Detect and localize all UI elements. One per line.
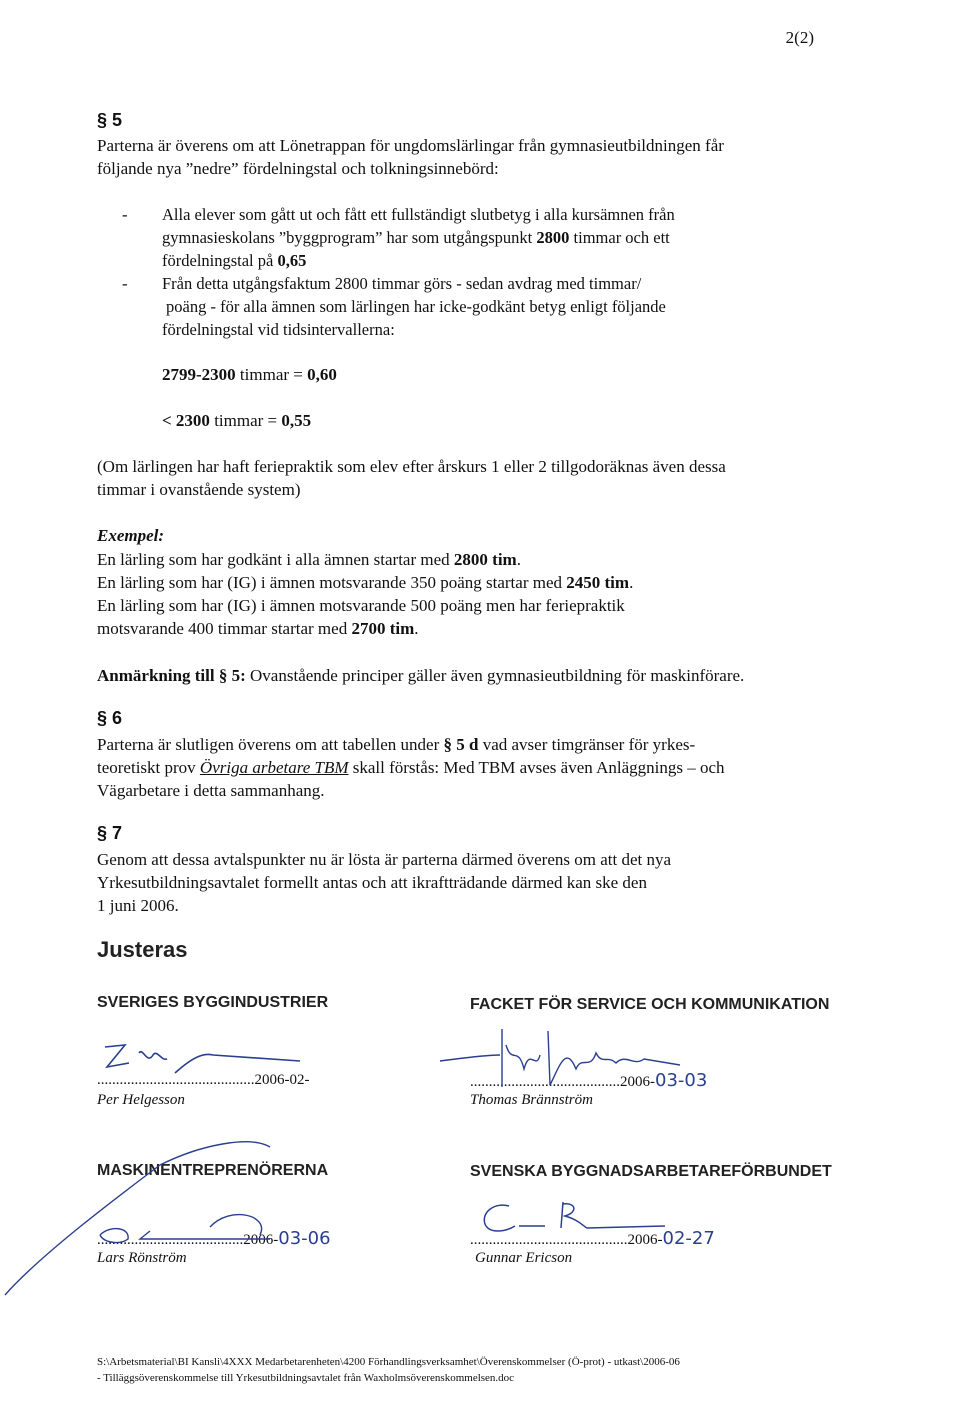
text-line: S:\Arbetsmaterial\BI Kansli\4XXX Medarbetarenheten\4200 Förhandlingsverksamhet\Överenskommelser (Ö-prot) - utkast\2006-06 bbox=[97, 1356, 680, 1368]
text-line: fördelningstal vid tidsintervallerna: bbox=[162, 320, 395, 339]
text-span: 2700 tim bbox=[351, 619, 415, 638]
text-line: följande nya ”nedre” fördelningstal och tolkningsinnebörd: bbox=[97, 159, 499, 178]
bullet-mark: - bbox=[122, 274, 128, 293]
text-span: . bbox=[629, 573, 634, 592]
text-line: Vägarbetare i detta sammanhang. bbox=[97, 781, 325, 800]
dots: ........................................ bbox=[470, 1074, 620, 1090]
text-line bbox=[97, 756, 725, 779]
bullet-mark: - bbox=[122, 205, 128, 224]
text-span: 2450 tim bbox=[566, 573, 630, 592]
text-line bbox=[97, 548, 633, 571]
text-line: poäng - för alla ämnen som lärlingen har icke-godkänt betyg enligt följande bbox=[166, 297, 666, 316]
signatory-name: Per Helgesson bbox=[97, 1092, 185, 1108]
signatory-name: Thomas Brännström bbox=[470, 1092, 593, 1108]
text-span: 0,60 bbox=[307, 365, 337, 384]
sign-date: 2006- bbox=[243, 1232, 279, 1248]
org-name: SVERIGES BYGGINDUSTRIER bbox=[97, 994, 329, 1011]
sign-date: 2006- bbox=[620, 1074, 655, 1090]
org-name: MASKINENTREPRENÖRERNA bbox=[97, 1162, 329, 1179]
text-span: 2800 bbox=[536, 228, 570, 247]
examples bbox=[97, 548, 633, 640]
text-line bbox=[162, 249, 802, 272]
section-5-intro bbox=[97, 134, 724, 180]
text-span: En lärling som har (IG) i ämnen motsvarande 350 poäng startar med bbox=[97, 573, 567, 592]
handwritten-signature-per-helgesson bbox=[95, 1025, 305, 1085]
dots: .......................................... bbox=[470, 1232, 628, 1248]
bullet-item-1 bbox=[122, 203, 802, 272]
text-span: teoretiskt prov bbox=[97, 758, 200, 777]
section-6-body bbox=[97, 733, 725, 802]
text-line: - Tilläggsöverenskommelse till Yrkesutbildningsavtalet från Waxholmsöverenskommelsen.doc bbox=[97, 1372, 515, 1384]
dots: ....................................... bbox=[97, 1232, 244, 1248]
text-span: 2799-2300 bbox=[162, 365, 236, 384]
sign-date: 2006-02- bbox=[254, 1072, 310, 1088]
text-span: timmar = bbox=[235, 365, 308, 384]
section-5-heading: § 5 bbox=[97, 110, 123, 130]
text-line bbox=[97, 571, 633, 594]
text-line: (Om lärlingen har haft feriepraktik som elev efter årskurs 1 eller 2 tillgodoräknas även dessa bbox=[97, 457, 726, 476]
text-line bbox=[162, 226, 802, 249]
bullet-item-2 bbox=[122, 272, 802, 341]
justeras-heading: Justeras bbox=[97, 937, 188, 962]
example-heading: Exempel: bbox=[97, 526, 165, 545]
text-span: motsvarande 400 timmar startar med bbox=[97, 619, 352, 638]
signatory-name: Gunnar Ericson bbox=[475, 1250, 573, 1266]
text-span: En lärling som har godkänt i alla ämnen startar med bbox=[97, 550, 454, 569]
section-7-body bbox=[97, 848, 671, 917]
text-span: skall förstås: Med TBM avses även Anläggnings – och bbox=[348, 758, 725, 777]
handwritten-signature-lars-ronstrom bbox=[0, 1135, 280, 1305]
remark-line bbox=[97, 664, 744, 687]
handwritten-signature-gunnar-ericson bbox=[475, 1200, 675, 1240]
handwritten-signature-thomas-brannstrom bbox=[440, 1025, 700, 1105]
text-line: Från detta utgångsfaktum 2800 timmar görs - sedan avdrag med timmar/ bbox=[162, 274, 642, 293]
note-paragraph bbox=[97, 455, 726, 501]
text-span: timmar = bbox=[209, 411, 282, 430]
text-span: . bbox=[516, 550, 521, 569]
text-span: Parterna är slutligen överens om att tabellen under bbox=[97, 735, 444, 754]
text-line: Alla elever som gått ut och fått ett fullständigt slutbetyg i alla kursämnen från bbox=[162, 205, 675, 224]
handwritten-date: 02-27 bbox=[662, 1228, 715, 1249]
dots: .......................................... bbox=[97, 1072, 255, 1088]
text-span: Övriga arbetare TBM bbox=[199, 758, 349, 777]
range-line-2 bbox=[162, 409, 311, 432]
text-span: 2800 tim bbox=[453, 550, 517, 569]
text-line bbox=[97, 733, 725, 756]
footer-file-path bbox=[97, 1354, 680, 1386]
text-span: . bbox=[414, 619, 419, 638]
text-span: Anmärkning till § 5: bbox=[97, 666, 246, 685]
org-name: FACKET FÖR SERVICE OCH KOMMUNIKATION bbox=[470, 996, 830, 1013]
page-number: 2(2) bbox=[785, 28, 814, 47]
text-line: timmar i ovanstående system) bbox=[97, 480, 301, 499]
range-line-1 bbox=[162, 363, 337, 386]
text-line: En lärling som har (IG) i ämnen motsvarande 500 poäng men har feriepraktik bbox=[97, 596, 625, 615]
text-line bbox=[97, 617, 633, 640]
text-line: Genom att dessa avtalspunkter nu är lösta är parterna därmed överens om att det nya bbox=[97, 850, 672, 869]
text-span: vad avser timgränser för yrkes- bbox=[478, 735, 696, 754]
text-line: Yrkesutbildningsavtalet formellt antas och att ikraftträdande därmed kan ske den bbox=[97, 873, 647, 892]
text-span: fördelningstal på bbox=[162, 251, 278, 270]
text-line: Parterna är överens om att Lönetrappan för ungdomslärlingar från gymnasieutbildningen får bbox=[97, 136, 724, 155]
text-span: gymnasieskolans ”byggprogram” har som utgångspunkt bbox=[162, 228, 537, 247]
section-6-heading: § 6 bbox=[97, 708, 123, 728]
text-span: 0,55 bbox=[281, 411, 312, 430]
text-span: < 2300 bbox=[162, 411, 210, 430]
text-span: Ovanstående principer gäller även gymnasieutbildning för maskinförare. bbox=[245, 666, 745, 685]
text-span: § 5 d bbox=[443, 735, 479, 754]
handwritten-date: 03-06 bbox=[278, 1228, 331, 1249]
text-span: timmar och ett bbox=[569, 228, 670, 247]
section-7-heading: § 7 bbox=[97, 823, 123, 843]
text-line: 1 juni 2006. bbox=[97, 896, 179, 915]
sign-date: 2006- bbox=[627, 1232, 663, 1248]
signatory-name: Lars Rönström bbox=[97, 1250, 187, 1266]
text-span: 0,65 bbox=[277, 251, 307, 270]
org-name: SVENSKA BYGGNADSARBETAREFÖRBUNDET bbox=[470, 1163, 832, 1180]
handwritten-date: 03-03 bbox=[655, 1070, 708, 1091]
